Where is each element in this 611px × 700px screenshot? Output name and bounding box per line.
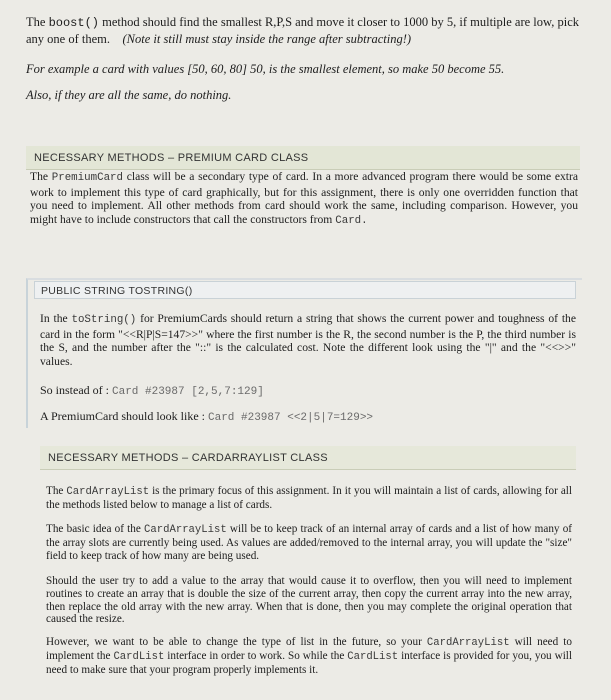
text: class will be a secondary type of card. In a more advanced program there would be some extra work to implement this type of card graphically, but for this assignment, there is only one overridden function that you need to implement. All other methods from card should work the same, including comparison. However, you might have to include constructors that call the constructors from — [30, 170, 579, 226]
card-code: Card. — [335, 214, 368, 227]
example-paragraph: For example a card with values [50, 60, 80] 50, is the smallest element, so make 50 become 55. — [26, 62, 505, 76]
tostring-description — [40, 312, 576, 368]
text: for PremiumCards should return a string that shows the current power and toughness of the card in the form "<<R|P|S=147>>" where the first number is the R, the second number is the P, the third number is the S, and the number after the "::" is the calculated cost. Note the different look using the "|" and the "<<>>" values. — [40, 312, 576, 368]
section-header-tostring: PUBLIC STRING TOSTRING() — [34, 281, 576, 299]
boost-description — [26, 14, 596, 103]
instead-label: So instead of : — [40, 383, 109, 397]
text: In the — [40, 312, 68, 325]
cardarraylist-p4 — [46, 636, 572, 676]
look-code: Card #23987 <<2|5|7=129>> — [208, 412, 374, 424]
cardarraylist-code: CardArrayList — [144, 524, 227, 536]
cardarraylist-p1 — [46, 485, 572, 512]
section-header-premium: NECESSARY METHODS – PREMIUM CARD CLASS — [26, 146, 580, 170]
text: The basic idea of the — [46, 523, 141, 535]
text: will need to implement the — [46, 636, 573, 662]
cardarraylist-p3: Should the user try to add a value to the array that would cause it to overflow, then you will need to implement routines to create an array that is double the size of the current array, then copy the current array into the new array, then replace the old array with the new array. When that is done, then you may complete the original operation that caused the resize. — [46, 575, 572, 626]
text: method should find the smallest R,P,S and move it closer to 1000 by 5, if multiple are low, pick any one of them. — [26, 15, 580, 46]
premiumcard-code: PremiumCard — [51, 172, 124, 184]
note-text: (Note it still must stay inside the range after subtracting!) — [122, 32, 412, 46]
boost-paragraph — [26, 14, 596, 47]
boost-method-code: boost() — [48, 16, 99, 30]
text: The — [30, 170, 49, 183]
text: interface is provided for you, you will need to make sure that your program properly implements it. — [46, 649, 573, 676]
text: However, we want to be able to change the type of list in the future, so your — [46, 636, 422, 648]
text: The — [46, 485, 64, 497]
cardarraylist-code: CardArrayList — [66, 486, 150, 498]
cardarraylist-code: CardArrayList — [426, 637, 510, 649]
section-header-cardarraylist: NECESSARY METHODS – CARDARRAYLIST CLASS — [40, 446, 576, 470]
look-line — [40, 410, 576, 426]
tostring-code: toString() — [71, 314, 137, 326]
cardlist-code: CardList — [113, 650, 165, 663]
premium-description — [30, 170, 578, 228]
cardarraylist-p2 — [46, 523, 572, 562]
text: will be to keep track of an internal array of cards and a list of how many of the array slots are currently being used. As values are added/removed to the internal array, you will update the "size" field to keep track of how many are being used. — [46, 523, 573, 562]
text: is the primary focus of this assignment. In it you will maintain a list of cards, allowing for all the methods listed below to manage a list of cards. — [46, 485, 572, 511]
also-paragraph: Also, if they are all the same, do nothing. — [26, 88, 232, 102]
look-label: A PremiumCard should look like : — [40, 409, 205, 423]
text: The — [26, 15, 46, 29]
instead-code: Card #23987 [2,5,7:129] — [112, 386, 264, 398]
cardlist-code: CardList — [347, 650, 399, 663]
text: interface in order to work. So while the — [167, 649, 345, 662]
instead-line — [40, 384, 576, 400]
